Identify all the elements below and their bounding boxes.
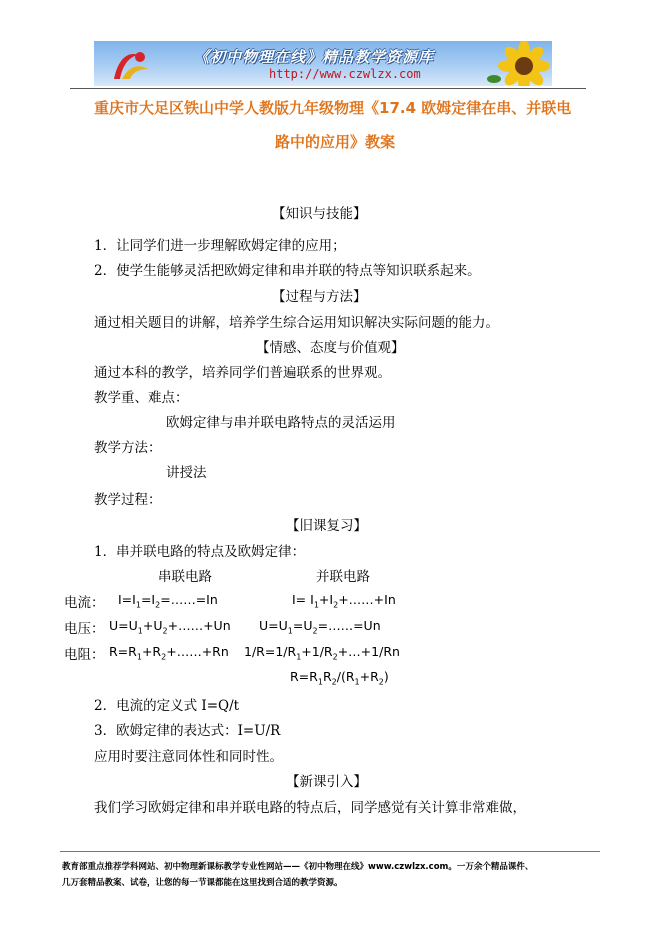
resistance-series-formula: $R=R_1+R_2+\dots\dots+Rn$	[109, 644, 229, 662]
resistance-label: 电阻：	[64, 647, 105, 663]
column-parallel: 并联电路	[316, 569, 370, 585]
voltage-parallel-formula: $U=U_1=U_2=\dots\dots=Un$	[259, 618, 381, 636]
key-points-label: 教学重、难点：	[94, 390, 189, 406]
review-item-3: 3．欧姆定律的表达式：I=U/R	[94, 723, 281, 739]
banner-title: 《初中物理在线》精品教学资源库	[194, 48, 435, 66]
knowledge-item-2: 2．使学生能够灵活把欧姆定律和串并联的特点等知识联系起来。	[94, 263, 481, 279]
resistance-two-formula: $R=R_1R_2/(R_1+R_2)$	[290, 669, 389, 687]
document-title-line2: 路中的应用》教案	[275, 133, 396, 151]
method-text: 讲授法	[166, 465, 207, 481]
application-note: 应用时要注意同体性和同时性。	[94, 749, 283, 765]
current-series-formula: $I=I_1=I_2=\dots\dots=In$	[118, 592, 218, 610]
knowledge-item-1: 1．让同学们进一步理解欧姆定律的应用；	[94, 238, 346, 254]
heading-emotion: 【情感、态度与价值观】	[256, 340, 405, 356]
emotion-text: 通过本科的教学，培养同学们普遍联系的世界观。	[94, 365, 391, 381]
footer-line-1: 教育部重点推荐学科网站、初中物理新课标教学专业性网站——《初中物理在线》www.czwlzx.com。一万余个精品课件、	[62, 862, 534, 872]
site-logo-icon	[108, 45, 152, 83]
method-label: 教学方法：	[94, 440, 162, 456]
banner-url: http://www.czwlzx.com	[269, 67, 421, 81]
voltage-series-formula: $U=U_1+U_2+\dots\dots+Un$	[109, 618, 231, 636]
heading-process: 【过程与方法】	[272, 289, 367, 305]
heading-knowledge: 【知识与技能】	[272, 206, 367, 222]
header-banner	[94, 41, 552, 86]
review-item-1: 1．串并联电路的特点及欧姆定律：	[94, 544, 306, 560]
footer-divider	[60, 851, 600, 852]
key-points-text: 欧姆定律与串并联电路特点的灵活运用	[166, 415, 396, 431]
voltage-label: 电压：	[64, 621, 105, 637]
resistance-parallel-formula: $1/R=1/R_1+1/R_2+\dots+1/Rn$	[244, 644, 400, 662]
heading-review: 【旧课复习】	[286, 518, 367, 534]
header-divider	[70, 88, 586, 89]
column-series: 串联电路	[158, 569, 212, 585]
process-text: 通过相关题目的讲解，培养学生综合运用知识解决实际问题的能力。	[94, 315, 499, 331]
teaching-process-label: 教学过程：	[94, 492, 162, 508]
current-parallel-formula: $I= I_1+I_2+\dots\dots+In$	[292, 592, 396, 610]
review-item-2: 2．电流的定义式 I=Q/t	[94, 698, 240, 714]
footer-line-2: 几万套精品教案、试卷，让您的每一节课都能在这里找到合适的教学资源。	[62, 878, 343, 888]
new-lesson-text: 我们学习欧姆定律和串并联电路的特点后，同学感觉有关计算非常难做，	[94, 800, 526, 816]
document-title-line1: 重庆市大足区铁山中学人教版九年级物理《17.4 欧姆定律在串、并联电	[94, 99, 572, 117]
current-label: 电流：	[64, 595, 105, 611]
sunflower-icon	[486, 41, 552, 86]
heading-new-lesson: 【新课引入】	[286, 774, 367, 790]
